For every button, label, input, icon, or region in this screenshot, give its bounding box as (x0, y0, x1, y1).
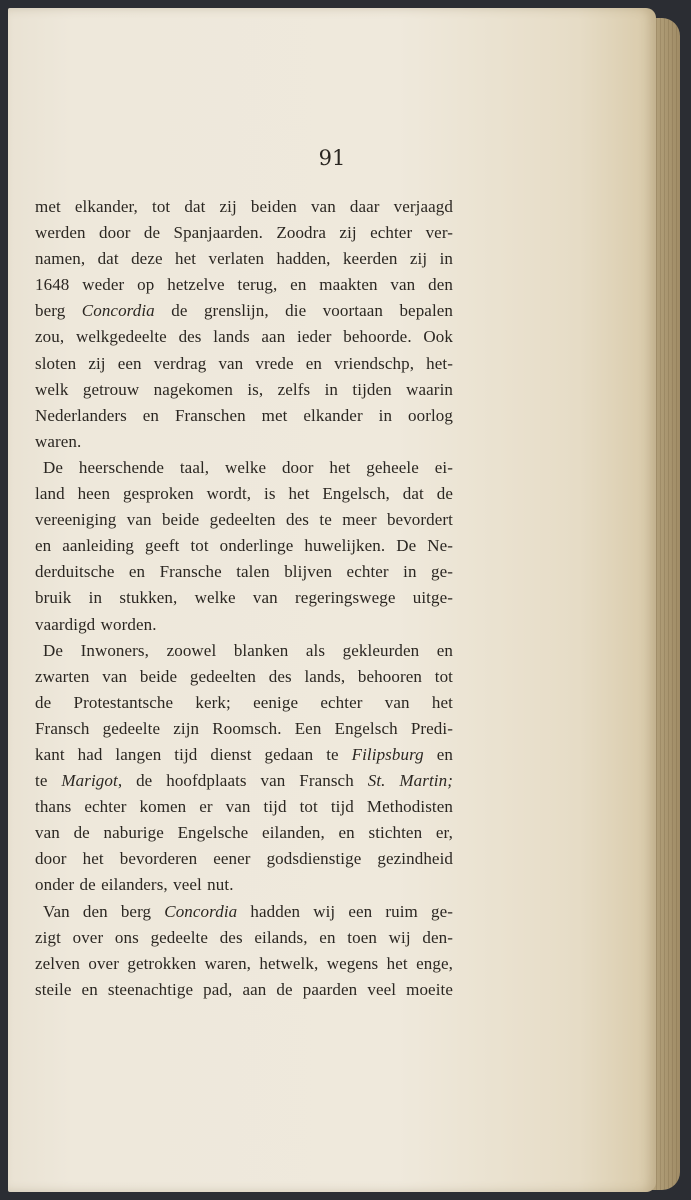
text-line (35, 899, 453, 925)
text-line: thans echter komen er van tijd tot tijd Methodisten (35, 797, 453, 817)
text-line: derduitsche en Fransche talen blijven echter in ge- (35, 562, 453, 582)
text-line: sloten zij een verdrag van vrede en vriendschp, het- (35, 353, 453, 373)
text-line: Nederlanders en Franschen met elkander in oorlog (35, 405, 453, 425)
book-page (8, 8, 656, 1192)
text-run: hadden wij een ruim ge- (237, 901, 454, 921)
text-line: namen, dat deze het verlaten hadden, keerden zij in (35, 249, 453, 269)
text-line: van de naburige Engelsche eilanden, en stichten er, (35, 823, 453, 843)
text-line: bruik in stukken, welke van regeringswege uitge- (35, 588, 453, 608)
text-line (35, 768, 453, 794)
text-line: steile en steenachtige pad, aan de paarden veel moeite (35, 979, 453, 999)
italic-place-name: Concordia (81, 301, 155, 321)
text-line: met elkander, tot dat zij beiden van daar verjaagd (35, 197, 453, 216)
page-number: 91 (318, 146, 346, 170)
text-line (35, 298, 453, 324)
text-run: kant had langen tijd dienst gedaan te (35, 744, 352, 764)
text-line: door het bevorderen eener godsdienstige gezindheid (35, 849, 453, 869)
body-text (35, 194, 453, 1003)
text-line: zelven over getrokken waren, hetwelk, wegens het enge, (35, 953, 453, 973)
text-run: Van den berg (43, 901, 165, 921)
text-line: de Protestantsche kerk; eenige echter van het (35, 692, 453, 712)
text-line: en aanleiding geeft tot onderlinge huwelijken. De Ne- (35, 536, 453, 556)
italic-place-name: Concordia (164, 901, 238, 921)
text-line: zigt over ons gedeelte des eilands, en toen wij den- (35, 927, 453, 947)
text-line: onder de eilanders, veel nut. (35, 875, 234, 895)
text-run: te (35, 771, 62, 791)
text-run: , de hoofdplaats van Fransch (117, 771, 368, 791)
italic-place-name: St. Martin; (367, 771, 453, 791)
text-run: en (423, 744, 453, 764)
text-line: vereeniging van beide gedeelten des te meer bevordert (35, 510, 453, 530)
text-run: de grenslijn, die voortaan bepalen (154, 301, 454, 321)
text-line: Fransch gedeelte zijn Roomsch. Een Engelsch Predi- (35, 718, 453, 738)
italic-place-name: Filipsburg (351, 744, 424, 764)
italic-place-name: Marigot (61, 771, 118, 791)
text-line: De heerschende taal, welke door het geheele ei- (43, 457, 453, 477)
text-line: land heen gesproken wordt, is het Engelsch, dat de (35, 484, 453, 504)
text-line (35, 742, 453, 768)
text-line: zwarten van beide gedeelten des lands, behooren tot (35, 666, 453, 686)
text-line: zou, welkgedeelte des lands aan ieder behoorde. Ook (35, 327, 453, 347)
text-run: berg (35, 301, 82, 321)
text-line: De Inwoners, zoowel blanken als gekleurden en (43, 640, 453, 660)
text-line: welk getrouw nagekomen is, zelfs in tijden waarin (35, 379, 453, 399)
text-line: vaardigd worden. (35, 614, 157, 634)
text-line: waren. (35, 431, 82, 451)
text-line: werden door de Spanjaarden. Zoodra zij echter ver- (35, 223, 453, 243)
text-line: 1648 weder op hetzelve terug, en maakten van den (35, 275, 453, 295)
